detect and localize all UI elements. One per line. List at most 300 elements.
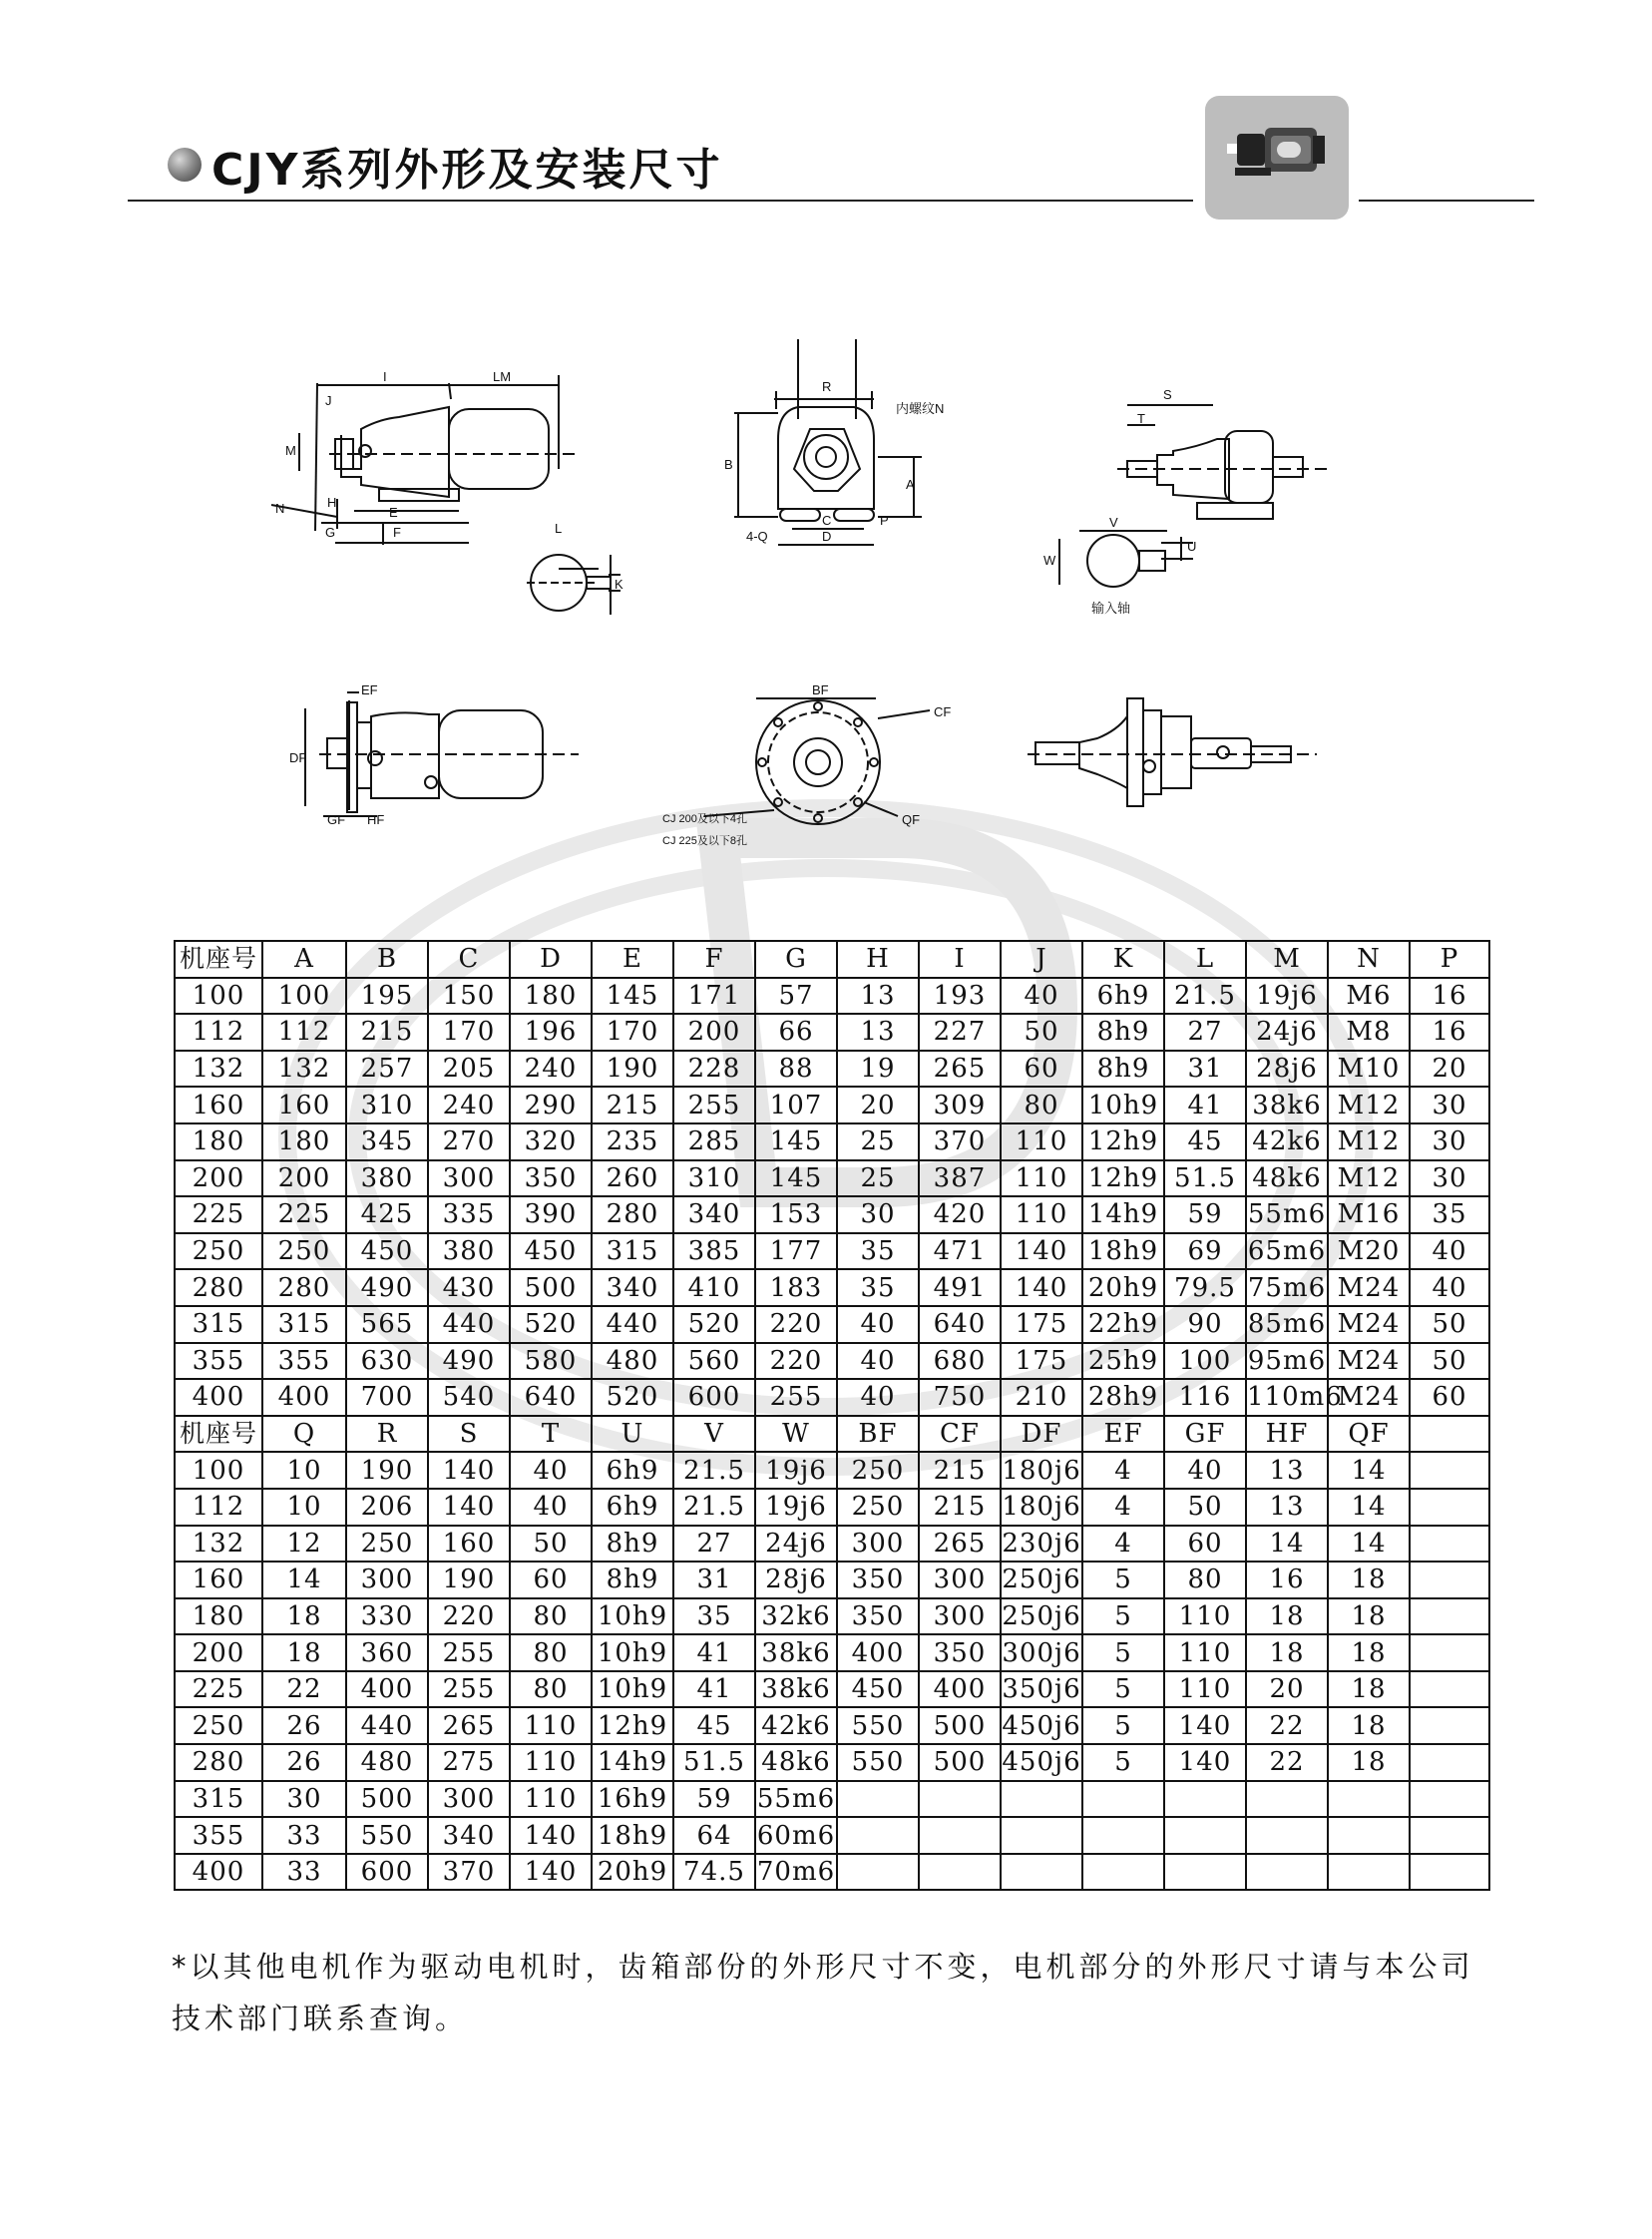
dimension-cell [919, 1781, 1001, 1818]
dimension-cell: 300 [428, 1160, 510, 1197]
dimension-cell: 471 [919, 1233, 1001, 1270]
dimension-cell: 520 [673, 1306, 755, 1343]
dimension-cell: 240 [428, 1087, 510, 1123]
dimension-cell: 500 [919, 1707, 1001, 1744]
frame-size-cell: 112 [175, 1014, 262, 1051]
dimension-cell: 280 [592, 1196, 673, 1233]
dimension-cell: 110 [1164, 1598, 1246, 1635]
dimension-cell: 60 [1001, 1051, 1082, 1088]
dimension-cell [1328, 1854, 1410, 1891]
column-header: HF [1246, 1416, 1328, 1453]
column-header: E [592, 941, 673, 978]
dimension-cell: 13 [1246, 1452, 1328, 1489]
dimension-cell: 110 [1001, 1123, 1082, 1160]
dimension-cell: 8h9 [592, 1526, 673, 1563]
dimension-cell: 19j6 [1246, 978, 1328, 1015]
dimension-cell: 145 [592, 978, 673, 1015]
dimension-cell: 35 [837, 1269, 919, 1306]
dimension-cell: 48k6 [1246, 1160, 1328, 1197]
dimension-cell [1082, 1854, 1164, 1891]
dimension-cell: 10h9 [592, 1598, 673, 1635]
column-header: U [592, 1416, 673, 1453]
dimension-cell: M12 [1328, 1123, 1410, 1160]
side-view-foot-mount-drawing [271, 375, 620, 615]
dimension-cell: 40 [510, 1452, 592, 1489]
dimension-cell: 140 [510, 1854, 592, 1891]
dimension-cell: 20 [1410, 1051, 1489, 1088]
dimension-cell: 26 [262, 1744, 346, 1781]
dimension-cell: 60 [1164, 1526, 1246, 1563]
dimension-cell: 110m6 [1246, 1379, 1328, 1416]
column-header: F [673, 941, 755, 978]
dim-label-EF: EF [361, 682, 378, 697]
dimension-cell: 13 [1246, 1489, 1328, 1526]
dimension-cell: 350 [837, 1562, 919, 1598]
dimension-cell: 45 [673, 1707, 755, 1744]
table-row [175, 978, 1489, 1015]
dim-label-CF: CF [934, 704, 952, 719]
dimension-cell: 27 [1164, 1014, 1246, 1051]
dimension-cell: 55m6 [755, 1781, 837, 1818]
dimension-cell: 265 [919, 1526, 1001, 1563]
dimension-cell: 16h9 [592, 1781, 673, 1818]
frame-size-cell: 160 [175, 1562, 262, 1598]
dimension-cell: 540 [428, 1379, 510, 1416]
dimension-cell: 40 [1410, 1269, 1489, 1306]
table-row [175, 1634, 1489, 1671]
dimension-cell: 280 [262, 1269, 346, 1306]
table-row [175, 1160, 1489, 1197]
dimension-cell: 26 [262, 1707, 346, 1744]
dimension-cell: 41 [1164, 1087, 1246, 1123]
dimension-cell [1164, 1817, 1246, 1854]
dimension-cell: 30 [262, 1781, 346, 1818]
table-row [175, 1051, 1489, 1088]
dimension-cell: 50 [1164, 1489, 1246, 1526]
dim-label-M: M [285, 443, 296, 458]
dimension-cell: 40 [837, 1379, 919, 1416]
dimension-cell: 140 [1164, 1707, 1246, 1744]
dimension-cell: 40 [510, 1489, 592, 1526]
dimension-cell [837, 1854, 919, 1891]
dimension-cell: 350 [510, 1160, 592, 1197]
dimension-cell: 40 [837, 1343, 919, 1380]
dimension-cell: 285 [673, 1123, 755, 1160]
frame-size-cell: 250 [175, 1233, 262, 1270]
dimension-cell [837, 1781, 919, 1818]
dimension-cell: 10 [262, 1452, 346, 1489]
thread-label: 内螺纹N [896, 401, 945, 416]
dimension-cell: 750 [919, 1379, 1001, 1416]
dimension-cell: 14h9 [1082, 1196, 1164, 1233]
dimension-cell [1410, 1671, 1489, 1708]
dimension-cell: 235 [592, 1123, 673, 1160]
dimension-cell [1164, 1781, 1246, 1818]
dimension-cell: 4 [1082, 1452, 1164, 1489]
dimension-cell: 80 [510, 1671, 592, 1708]
frame-size-cell: 280 [175, 1269, 262, 1306]
dimension-cell [1246, 1817, 1328, 1854]
dimension-cell: 40 [1410, 1233, 1489, 1270]
dimension-cell: 380 [346, 1160, 428, 1197]
dimension-cell: 8h9 [592, 1562, 673, 1598]
frame-size-cell: 315 [175, 1781, 262, 1818]
dimension-cell: 16 [1410, 978, 1489, 1015]
dimension-cell: 18 [1246, 1634, 1328, 1671]
dimension-cell: 40 [1001, 978, 1082, 1015]
dimension-cell: 10h9 [1082, 1087, 1164, 1123]
dimension-cell: 110 [510, 1781, 592, 1818]
dimension-cell: 80 [510, 1634, 592, 1671]
dimension-cell: 22h9 [1082, 1306, 1164, 1343]
dimension-cell: 180j6 [1001, 1452, 1082, 1489]
dimension-cell: 110 [1001, 1196, 1082, 1233]
column-header: Q [262, 1416, 346, 1453]
table-row [175, 1196, 1489, 1233]
frame-size-cell: 180 [175, 1598, 262, 1635]
dimension-cell: 145 [755, 1160, 837, 1197]
dimension-cell: 14 [262, 1562, 346, 1598]
column-header: B [346, 941, 428, 978]
column-header: DF [1001, 1416, 1082, 1453]
dimension-cell: 390 [510, 1196, 592, 1233]
dim-label-R: R [822, 379, 832, 394]
dim-label-L: L [555, 521, 563, 536]
dimension-cell: 350 [837, 1598, 919, 1635]
dimension-cell: 215 [919, 1452, 1001, 1489]
hole-note-4: CJ 200及以下4孔 [662, 813, 747, 825]
dimension-cell: 170 [428, 1014, 510, 1051]
dimension-cell: 560 [673, 1343, 755, 1380]
column-header: C [428, 941, 510, 978]
dimension-cell [1001, 1781, 1082, 1818]
dimension-cell: 350j6 [1001, 1671, 1082, 1708]
frame-size-cell: 315 [175, 1306, 262, 1343]
dimension-cell: 5 [1082, 1744, 1164, 1781]
dimension-cell: 18h9 [1082, 1233, 1164, 1270]
dimension-cell: 370 [428, 1854, 510, 1891]
frame-size-cell: 225 [175, 1196, 262, 1233]
dimension-cell: 190 [592, 1051, 673, 1088]
frame-size-cell: 100 [175, 978, 262, 1015]
dimension-cell: 700 [346, 1379, 428, 1416]
dimension-cell: M8 [1328, 1014, 1410, 1051]
dimension-cell: 40 [837, 1306, 919, 1343]
dimension-cell: 21.5 [673, 1452, 755, 1489]
dimension-cell: 600 [346, 1854, 428, 1891]
dimension-cell [1328, 1781, 1410, 1818]
dimension-cell: 175 [1001, 1306, 1082, 1343]
table-row [175, 1379, 1489, 1416]
dimension-cell: 85m6 [1246, 1306, 1328, 1343]
dimension-cell: 425 [346, 1196, 428, 1233]
dimension-cell: 110 [510, 1707, 592, 1744]
dimension-cell: M16 [1328, 1196, 1410, 1233]
column-header: M [1246, 941, 1328, 978]
dim-label-V: V [1109, 515, 1118, 530]
dimension-cell: 350 [919, 1634, 1001, 1671]
dimension-cell: 300 [346, 1562, 428, 1598]
dim-label-H: H [327, 495, 337, 510]
dimension-cell: 33 [262, 1817, 346, 1854]
dimension-cell: 10 [262, 1489, 346, 1526]
dimension-cell: 35 [837, 1233, 919, 1270]
dimension-cell: 8h9 [1082, 1051, 1164, 1088]
column-header: S [428, 1416, 510, 1453]
dimension-cell: 14 [1328, 1526, 1410, 1563]
dimension-cell: M12 [1328, 1087, 1410, 1123]
table-row [175, 1707, 1489, 1744]
dimension-cell: 5 [1082, 1707, 1164, 1744]
dimension-cell: 12h9 [1082, 1160, 1164, 1197]
table-header-row-bottom [175, 1416, 1489, 1453]
dimension-cell: 50 [510, 1526, 592, 1563]
dimension-cell: 38k6 [755, 1634, 837, 1671]
dimension-cell: 12h9 [592, 1707, 673, 1744]
dimension-cell: 450 [346, 1233, 428, 1270]
dimension-cell: 500 [919, 1744, 1001, 1781]
dimension-cell: 140 [428, 1489, 510, 1526]
dimension-cell: 51.5 [673, 1744, 755, 1781]
dimension-cell: 22 [1246, 1707, 1328, 1744]
hole-note-8: CJ 225及以下8孔 [662, 835, 747, 847]
dimension-cell: 60 [510, 1562, 592, 1598]
dimension-cell: 640 [919, 1306, 1001, 1343]
dimension-cell: 16 [1246, 1562, 1328, 1598]
dimension-cell: 450j6 [1001, 1744, 1082, 1781]
dimension-cell: 200 [673, 1014, 755, 1051]
dimension-cell: 80 [1001, 1087, 1082, 1123]
column-header: T [510, 1416, 592, 1453]
column-header: BF [837, 1416, 919, 1453]
dimension-cell: 480 [592, 1343, 673, 1380]
flange-side-view-drawing [305, 692, 579, 816]
dimension-cell: 340 [428, 1817, 510, 1854]
dimension-cell: 79.5 [1164, 1269, 1246, 1306]
dimension-cell: 16 [1410, 1014, 1489, 1051]
dimension-cell: M6 [1328, 978, 1410, 1015]
dimension-cell: 520 [510, 1306, 592, 1343]
dimension-cell: 228 [673, 1051, 755, 1088]
dimension-cell: 4 [1082, 1526, 1164, 1563]
dimension-cell: 550 [837, 1707, 919, 1744]
dimension-cell: 520 [592, 1379, 673, 1416]
dimension-cell: 420 [919, 1196, 1001, 1233]
dimension-cell: 257 [346, 1051, 428, 1088]
dimension-cell: M24 [1328, 1306, 1410, 1343]
dimension-cell: 18 [1328, 1707, 1410, 1744]
dimension-cell: 310 [673, 1160, 755, 1197]
dimension-cell: 180 [262, 1123, 346, 1160]
dimension-cell: 19 [837, 1051, 919, 1088]
dimension-cell: 24j6 [755, 1526, 837, 1563]
dim-label-D: D [822, 529, 832, 544]
column-header: W [755, 1416, 837, 1453]
dimension-cell: 6h9 [1082, 978, 1164, 1015]
dimension-cell: 255 [428, 1671, 510, 1708]
dimension-cell: 38k6 [755, 1671, 837, 1708]
dimension-cell: 25h9 [1082, 1343, 1164, 1380]
table-row [175, 1598, 1489, 1635]
input-shaft-view-drawing [1059, 405, 1327, 587]
table-row [175, 1854, 1489, 1891]
dimension-cell: 80 [510, 1598, 592, 1635]
dimension-cell: 250j6 [1001, 1598, 1082, 1635]
dimension-cell: 20 [1246, 1671, 1328, 1708]
dimension-cell: 210 [1001, 1379, 1082, 1416]
dimension-cell: 59 [673, 1781, 755, 1818]
dimension-cell: M10 [1328, 1051, 1410, 1088]
column-header: V [673, 1416, 755, 1453]
dimension-cell [1410, 1707, 1489, 1744]
dimension-cell: 145 [755, 1123, 837, 1160]
dimension-cell: 330 [346, 1598, 428, 1635]
dimension-cell: 110 [510, 1744, 592, 1781]
dimension-cell: 66 [755, 1014, 837, 1051]
frame-size-cell: 400 [175, 1379, 262, 1416]
table-header-row-top [175, 941, 1489, 978]
dimension-cell: 340 [592, 1269, 673, 1306]
dimension-cell: 150 [428, 978, 510, 1015]
dimension-cell: 220 [755, 1343, 837, 1380]
dimension-cell: 170 [592, 1014, 673, 1051]
dimension-cell: 42k6 [755, 1707, 837, 1744]
dimension-cell [837, 1817, 919, 1854]
page-title: CJY系列外形及安装尺寸 [211, 145, 723, 196]
dimension-cell: 450 [837, 1671, 919, 1708]
dimension-cell: 38k6 [1246, 1087, 1328, 1123]
dimension-cell: 255 [673, 1087, 755, 1123]
dimension-cell: 8h9 [1082, 1014, 1164, 1051]
dimension-cell: 74.5 [673, 1854, 755, 1891]
dim-label-G: G [325, 525, 336, 540]
dimension-cell: 100 [262, 978, 346, 1015]
dimension-cell: 25 [837, 1160, 919, 1197]
column-header: D [510, 941, 592, 978]
dimension-cell [1246, 1854, 1328, 1891]
dimension-cell: 14 [1328, 1452, 1410, 1489]
dimension-cell: 28h9 [1082, 1379, 1164, 1416]
dimension-cell: 75m6 [1246, 1269, 1328, 1306]
dimension-cell: 32k6 [755, 1598, 837, 1635]
dimension-cell: 315 [262, 1306, 346, 1343]
dimension-cell: 64 [673, 1817, 755, 1854]
dimension-cell: 25 [837, 1123, 919, 1160]
dim-label-P: P [880, 513, 889, 528]
dimension-cell: 310 [346, 1087, 428, 1123]
dimension-cell: 22 [262, 1671, 346, 1708]
frame-size-cell: 225 [175, 1671, 262, 1708]
dimension-cell: 18 [1328, 1671, 1410, 1708]
dim-label-F: F [393, 525, 401, 540]
dimension-cell: 28j6 [755, 1562, 837, 1598]
table-row [175, 1562, 1489, 1598]
dimension-cell: 370 [919, 1123, 1001, 1160]
dimension-cell: 195 [346, 978, 428, 1015]
dimension-cell: 132 [262, 1051, 346, 1088]
frame-size-cell: 400 [175, 1854, 262, 1891]
dim-label-LM: LM [493, 369, 512, 384]
dimension-cell [1001, 1817, 1082, 1854]
dimension-cell: 190 [346, 1452, 428, 1489]
dimension-cell: 88 [755, 1051, 837, 1088]
dimension-cell: 255 [428, 1634, 510, 1671]
dimension-cell [919, 1854, 1001, 1891]
dimension-cell: 250 [346, 1526, 428, 1563]
table-row [175, 1744, 1489, 1781]
dimension-cell [1410, 1452, 1489, 1489]
column-header: G [755, 941, 837, 978]
dimension-cell: 5 [1082, 1598, 1164, 1635]
dim-label-K: K [615, 577, 623, 592]
column-header: CF [919, 1416, 1001, 1453]
dimension-cell: 100 [1164, 1343, 1246, 1380]
dimension-cell: 13 [837, 978, 919, 1015]
dimension-cell: 255 [755, 1379, 837, 1416]
dimension-cell: 220 [428, 1598, 510, 1635]
dim-label-C: C [822, 513, 832, 528]
dimension-cell: 107 [755, 1087, 837, 1123]
dimension-cell: 190 [428, 1562, 510, 1598]
dimension-cell: 13 [837, 1014, 919, 1051]
dimension-cell: 450j6 [1001, 1707, 1082, 1744]
dimension-cell: 21.5 [673, 1489, 755, 1526]
dimension-cell: 630 [346, 1343, 428, 1380]
dimension-cell: 30 [1410, 1123, 1489, 1160]
table-row [175, 1123, 1489, 1160]
frame-size-cell: 100 [175, 1452, 262, 1489]
dimension-cell: 69 [1164, 1233, 1246, 1270]
dimension-cell: 27 [673, 1526, 755, 1563]
frame-size-cell: 355 [175, 1817, 262, 1854]
table-row [175, 1087, 1489, 1123]
dimension-cell [1410, 1526, 1489, 1563]
dim-label-I: I [383, 369, 387, 384]
dimension-cell: 250j6 [1001, 1562, 1082, 1598]
dimension-cell: 230j6 [1001, 1526, 1082, 1563]
dimension-cell: 300 [919, 1598, 1001, 1635]
dimension-cell: 5 [1082, 1634, 1164, 1671]
dimension-cell: 59 [1164, 1196, 1246, 1233]
frame-size-cell: 160 [175, 1087, 262, 1123]
dimension-cell: 10h9 [592, 1671, 673, 1708]
dimension-cell: 200 [262, 1160, 346, 1197]
dimension-cell: 265 [428, 1707, 510, 1744]
dimension-cell: 196 [510, 1014, 592, 1051]
dimension-cell: 260 [592, 1160, 673, 1197]
dim-label-S: S [1163, 387, 1172, 402]
dimension-cell: 30 [1410, 1160, 1489, 1197]
column-header: K [1082, 941, 1164, 978]
dimension-cell: 41 [673, 1671, 755, 1708]
dimension-cell: 225 [262, 1196, 346, 1233]
dimension-cell: 450 [510, 1233, 592, 1270]
dimension-cell: 309 [919, 1087, 1001, 1123]
dimension-cell: 480 [346, 1744, 428, 1781]
dimension-cell: 600 [673, 1379, 755, 1416]
dimension-cell: 18 [262, 1598, 346, 1635]
dimension-cell: 110 [1164, 1634, 1246, 1671]
dimension-cell [919, 1817, 1001, 1854]
dimension-cell: 275 [428, 1744, 510, 1781]
input-shaft-label: 输入轴 [1091, 601, 1131, 616]
dimension-cell: 21.5 [1164, 978, 1246, 1015]
dimension-cell: M24 [1328, 1343, 1410, 1380]
dim-label-QF: QF [902, 812, 921, 827]
dimension-cell: 215 [592, 1087, 673, 1123]
column-header: QF [1328, 1416, 1410, 1453]
dimension-cell: 265 [919, 1051, 1001, 1088]
